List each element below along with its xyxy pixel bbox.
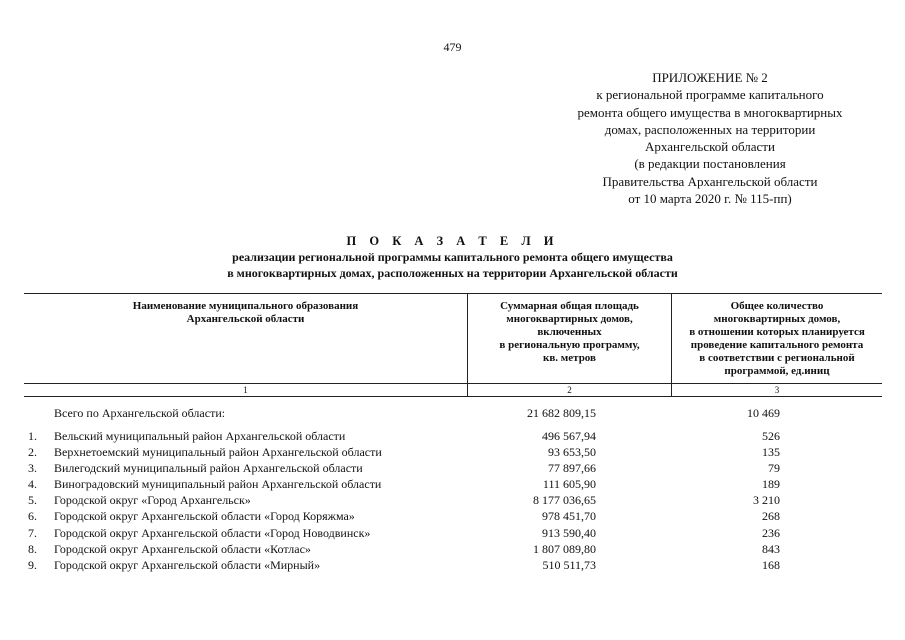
table-row [0, 557, 905, 573]
header-line: кв. метров [543, 352, 596, 364]
municipality-name: Городской округ Архангельской области «Город Новодвинск» [54, 525, 371, 540]
row-index: 7. [28, 525, 37, 540]
municipality-name: Городской округ «Город Архангельск» [54, 493, 251, 508]
table-row [0, 541, 905, 557]
header-line: многоквартирных домов, [713, 313, 841, 325]
appendix-line: Правительства Архангельской области [602, 173, 818, 189]
municipality-name: Верхнетоемский муниципальный район Архангельской области [54, 445, 382, 460]
header-line: проведение капитального ремонта [690, 339, 864, 351]
indicators-table-header [24, 293, 882, 397]
row-count: 189 [762, 477, 780, 492]
municipality-name: Виноградовский муниципальный район Архангельской области [54, 477, 382, 492]
column-number-row [24, 383, 882, 396]
municipality-name: Городской округ Архангельской области «Мирный» [54, 557, 321, 572]
appendix-line: Архангельской области [645, 139, 775, 155]
row-count: 79 [768, 461, 780, 476]
document-heading [0, 233, 905, 281]
header-line: Архангельской области [186, 313, 305, 325]
table-row [0, 476, 905, 492]
document-subtitle-line: в многоквартирных домах, расположенных на территории Архангельской области [227, 266, 678, 280]
row-index: 3. [28, 461, 37, 476]
appendix-line: ПРИЛОЖЕНИЕ № 2 [652, 70, 768, 85]
row-count: 526 [762, 429, 780, 443]
row-area: 8 177 036,65 [533, 493, 596, 508]
row-area: 111 605,90 [542, 477, 596, 492]
row-index: 9. [28, 557, 37, 572]
row-area: 510 511,73 [542, 557, 596, 572]
row-index: 2. [28, 445, 37, 460]
document-title: П О К А З А Т Е Л И [346, 234, 559, 248]
row-index: 8. [28, 541, 37, 556]
appendix-line: от 10 марта 2020 г. № 115-пп) [628, 191, 792, 207]
row-area: 496 567,94 [542, 429, 596, 443]
header-line: в соответствии с региональной [699, 352, 855, 364]
municipality-name: Вилегодский муниципальный район Архангельской области [54, 461, 363, 476]
appendix-line: ремонта общего имущества в многоквартирных [577, 104, 843, 120]
row-count: 3 210 [753, 493, 780, 508]
total-area: 21 682 809,15 [527, 406, 596, 420]
municipality-name: Городской округ Архангельской области «Котлас» [54, 541, 311, 556]
row-index: 1. [28, 429, 37, 443]
header-line: Общее количество [730, 300, 824, 312]
column-number: 3 [774, 385, 780, 395]
column-header-name [24, 294, 468, 383]
row-area: 978 451,70 [542, 509, 596, 524]
header-line: программой, ед.иниц [724, 365, 830, 377]
column-header-count [672, 294, 882, 383]
table-row [0, 492, 905, 508]
table-row [0, 460, 905, 476]
column-number: 1 [24, 384, 468, 396]
header-line: Наименование муниципального образования [132, 300, 359, 312]
total-count: 10 469 [747, 406, 780, 420]
header-line: в региональную программу, [499, 339, 640, 351]
appendix-line: домах, расположенных на территории [604, 121, 816, 137]
municipality-name: Вельский муниципальный район Архангельской области [54, 429, 346, 443]
column-number: 2 [468, 384, 672, 396]
municipality-name: Городской округ Архангельской области «Город Коряжма» [54, 509, 355, 524]
appendix-line: (в редакции постановления [634, 156, 786, 172]
header-line: многоквартирных домов, [506, 313, 633, 325]
table-row [0, 444, 905, 460]
row-index: 6. [28, 509, 37, 524]
header-line: включенных [537, 326, 602, 338]
table-row [0, 525, 905, 541]
page-number: 479 [443, 40, 462, 54]
total-label: Всего по Архангельской области: [54, 406, 226, 420]
appendix-block [520, 69, 900, 207]
total-row [0, 405, 905, 421]
header-line: Суммарная общая площадь [500, 300, 639, 312]
table-row [0, 508, 905, 524]
table-body [0, 428, 905, 573]
row-count: 236 [762, 525, 780, 540]
row-count: 268 [762, 509, 780, 524]
row-area: 93 653,50 [548, 445, 596, 460]
column-header-area [468, 294, 672, 383]
row-index: 4. [28, 477, 37, 492]
row-area: 913 590,40 [542, 525, 596, 540]
header-line: в отношении которых планируется [689, 326, 865, 338]
row-count: 135 [762, 445, 780, 460]
row-area: 1 807 089,80 [533, 541, 596, 556]
appendix-line: к региональной программе капитального [596, 87, 824, 103]
table-header-row [24, 294, 882, 383]
row-index: 5. [28, 493, 37, 508]
table-row [0, 428, 905, 444]
row-count: 168 [762, 557, 780, 572]
row-count: 843 [762, 541, 780, 556]
row-area: 77 897,66 [548, 461, 596, 476]
document-subtitle-line: реализации региональной программы капитального ремонта общего имущества [232, 250, 673, 264]
